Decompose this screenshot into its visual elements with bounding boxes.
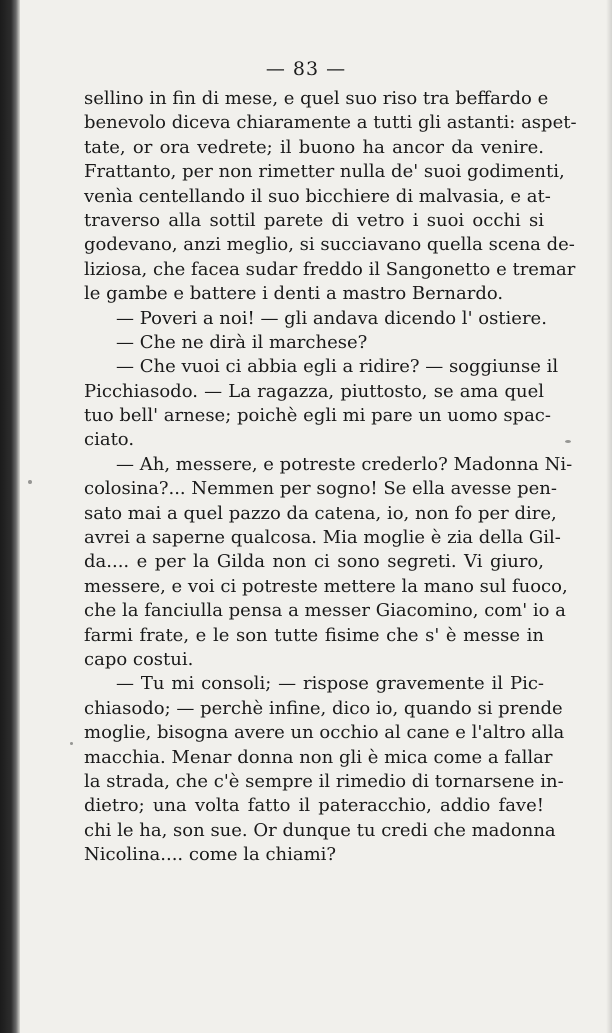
text-line: avrei a saperne qualcosa. Mia moglie è zia della Gil- (84, 527, 561, 549)
text-line: Picchiasodo. — La ragazza, piuttosto, se ama quel (84, 380, 544, 402)
text-line: venìa centellando il suo bicchiere di malvasia, e at- (84, 185, 551, 207)
text-line: le gambe e battere i denti a mastro Bernardo. (84, 283, 504, 305)
text-line: moglie, bisogna avere un occhio al cane e l'altro alla (84, 722, 565, 744)
ink-speck (28, 480, 32, 484)
text-line: Frattanto, per non rimetter nulla de' suoi godimenti, (84, 161, 565, 183)
text-line: che la fanciulla pensa a messer Giacomino, com' io a (84, 600, 566, 622)
text-line: benevolo diceva chiaramente a tutti gli astanti: aspet- (84, 112, 577, 134)
text-line: tate, or ora vedrete; il buono ha ancor da venire. (84, 136, 544, 158)
page-number: — 83 — (265, 58, 347, 80)
text-line: tuo bell' arnese; poichè egli mi pare un uomo spac- (84, 405, 551, 427)
text-line: dietro; una volta fatto il pateracchio, addio fave! (84, 795, 544, 817)
text-line: — Tu mi consoli; — rispose gravemente il Pic- (116, 673, 544, 695)
text-line: — Che ne dirà il marchese? (116, 331, 368, 353)
text-line: capo costui. (84, 648, 194, 670)
page-edge-shadow (606, 0, 612, 1033)
text-line: macchia. Menar donna non gli è mica come a fallar (84, 746, 553, 768)
text-line: la strada, che c'è sempre il rimedio di tornarsene in- (84, 770, 564, 792)
body-text (84, 87, 577, 868)
text-line: colosina?... Nemmen per sogno! Se ella avesse pen- (84, 478, 557, 500)
text-line: — Che vuoi ci abbia egli a ridire? — soggiunse il (116, 356, 559, 378)
text-line: chi le ha, son sue. Or dunque tu credi che madonna (84, 819, 556, 841)
ink-speck (565, 440, 571, 443)
text-line: chiasodo; — perchè infine, dico io, quando si prende (84, 697, 563, 719)
text-line: ciato. (84, 429, 135, 451)
text-line: sato mai a quel pazzo da catena, io, non fo per dire, (84, 502, 557, 524)
text-line: sellino in fin di mese, e quel suo riso tra beffardo e (84, 88, 549, 109)
text-line: liziosa, che facea sudar freddo il Sangonetto e tremar (84, 258, 576, 280)
ink-speck (70, 742, 73, 745)
text-line: traverso alla sottil parete di vetro i suoi occhi si (84, 209, 544, 231)
text-line: godevano, anzi meglio, si succiavano quella scena de- (84, 234, 575, 256)
book-spine-shadow (0, 0, 20, 1033)
text-line: — Poveri a noi! — gli andava dicendo l' ostiere. (116, 307, 547, 329)
text-line: farmi frate, e le son tutte fisime che s' è messe in (84, 624, 544, 646)
text-line: — Ah, messere, e potreste crederlo? Madonna Ni- (116, 453, 573, 475)
text-line: messere, e voi ci potreste mettere la mano sul fuoco, (84, 575, 568, 597)
text-line: da.... e per la Gilda non ci sono segreti. Vi giuro, (84, 551, 544, 573)
text-line: Nicolina.... come la chiami? (84, 844, 337, 866)
